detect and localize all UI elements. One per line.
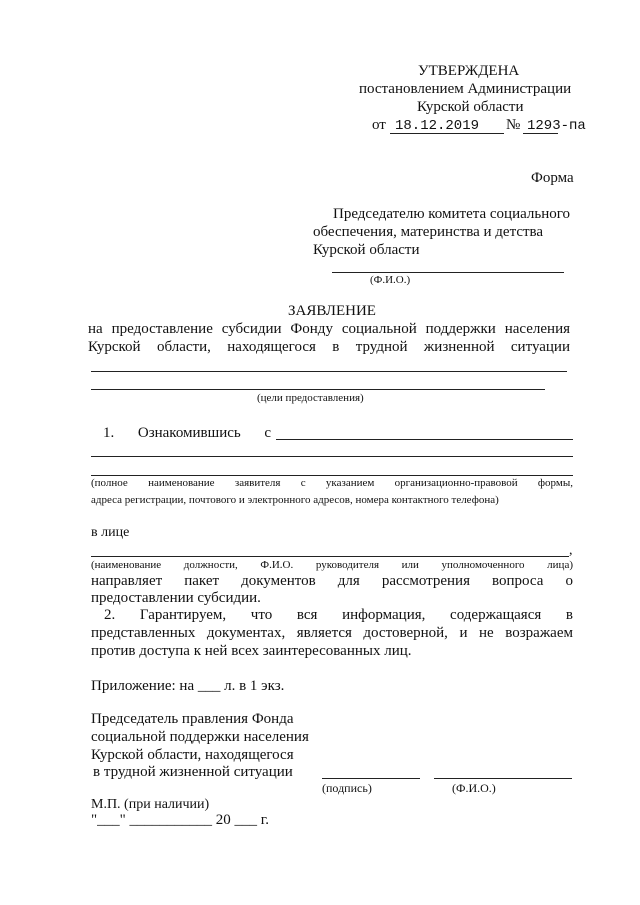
signature-fio-line [434, 778, 572, 779]
attachment: Приложение: на ___ л. в 1 экз. [91, 678, 285, 694]
item2-line1: 2. Гарантируем, что вся информация, содержащаяся в [104, 607, 573, 623]
approval-date-prefix: от [372, 117, 386, 133]
item1-sends-line2: предоставлении субсидии. [91, 590, 261, 606]
signature-sign-caption: (подпись) [322, 781, 372, 795]
approval-line1: постановлением Администрации [359, 81, 572, 97]
approval-date-value: 18.12.2019 [395, 118, 480, 134]
addressee-line2: обеспечения, материнства и детства [313, 224, 544, 240]
statement-title: ЗАЯВЛЕНИЕ [288, 303, 376, 319]
item1-applicant-line3 [91, 475, 573, 476]
approval-number-prefix: № [506, 117, 521, 133]
addressee-fio-line [332, 272, 564, 273]
purpose-line2 [91, 389, 545, 390]
item2-line3: против доступа к ней всех заинтересованных лиц. [91, 643, 412, 659]
signature-line4: в трудной жизненной ситуации [93, 764, 293, 780]
approval-title: УТВЕРЖДЕНА [418, 63, 520, 79]
approval-line2: Курской области [417, 99, 524, 115]
item1-caption3: (наименование должности, Ф.И.О. руководителя или уполномоченного лица) [91, 559, 573, 571]
item1-person-line [91, 556, 569, 557]
signature-line2: социальной поддержки населения [91, 729, 309, 745]
signature-line1: Председатель правления Фонда [91, 711, 294, 727]
signature-sign-line [322, 778, 420, 779]
signature-fio-caption: (Ф.И.О.) [452, 781, 496, 795]
item2-line2: представленных документах, является достоверной, и не возражаем [91, 625, 573, 641]
stamp-note: М.П. (при наличии) [91, 797, 210, 812]
addressee-fio-caption: (Ф.И.О.) [370, 274, 411, 286]
addressee-line1: Председателю комитета социального [333, 206, 571, 222]
item1-caption2: адреса регистрации, почтового и электронного адресов, номера контактного телефона) [91, 494, 499, 506]
item1-in-person: в лице [91, 525, 130, 540]
item1-comma: , [569, 543, 573, 558]
date-line: "___" ___________ 20 ___ г. [91, 812, 269, 828]
form-label: Форма [531, 170, 574, 186]
item1-applicant-line2 [91, 456, 573, 457]
statement-line2: Курской области, находящегося в трудной жизненной ситуации [88, 339, 570, 355]
approval-number-value: 1293-па [527, 118, 586, 134]
item1-applicant-line [276, 439, 573, 440]
purpose-caption: (цели предоставления) [257, 392, 364, 404]
purpose-line1 [91, 371, 567, 372]
item1-caption1: (полное наименование заявителя с указанием организационно-правовой формы, [91, 477, 573, 489]
item1-sends-line1: направляет пакет документов для рассмотрения вопроса о [91, 573, 573, 589]
signature-line3: Курской области, находящегося [91, 747, 294, 763]
approval-date-underline [390, 133, 504, 134]
item1-text: 1. Ознакомившись с [103, 425, 271, 441]
statement-line1: на предоставление субсидии Фонду социальной поддержки населения [88, 321, 570, 337]
addressee-line3: Курской области [313, 242, 420, 258]
approval-number-underline [523, 133, 558, 134]
